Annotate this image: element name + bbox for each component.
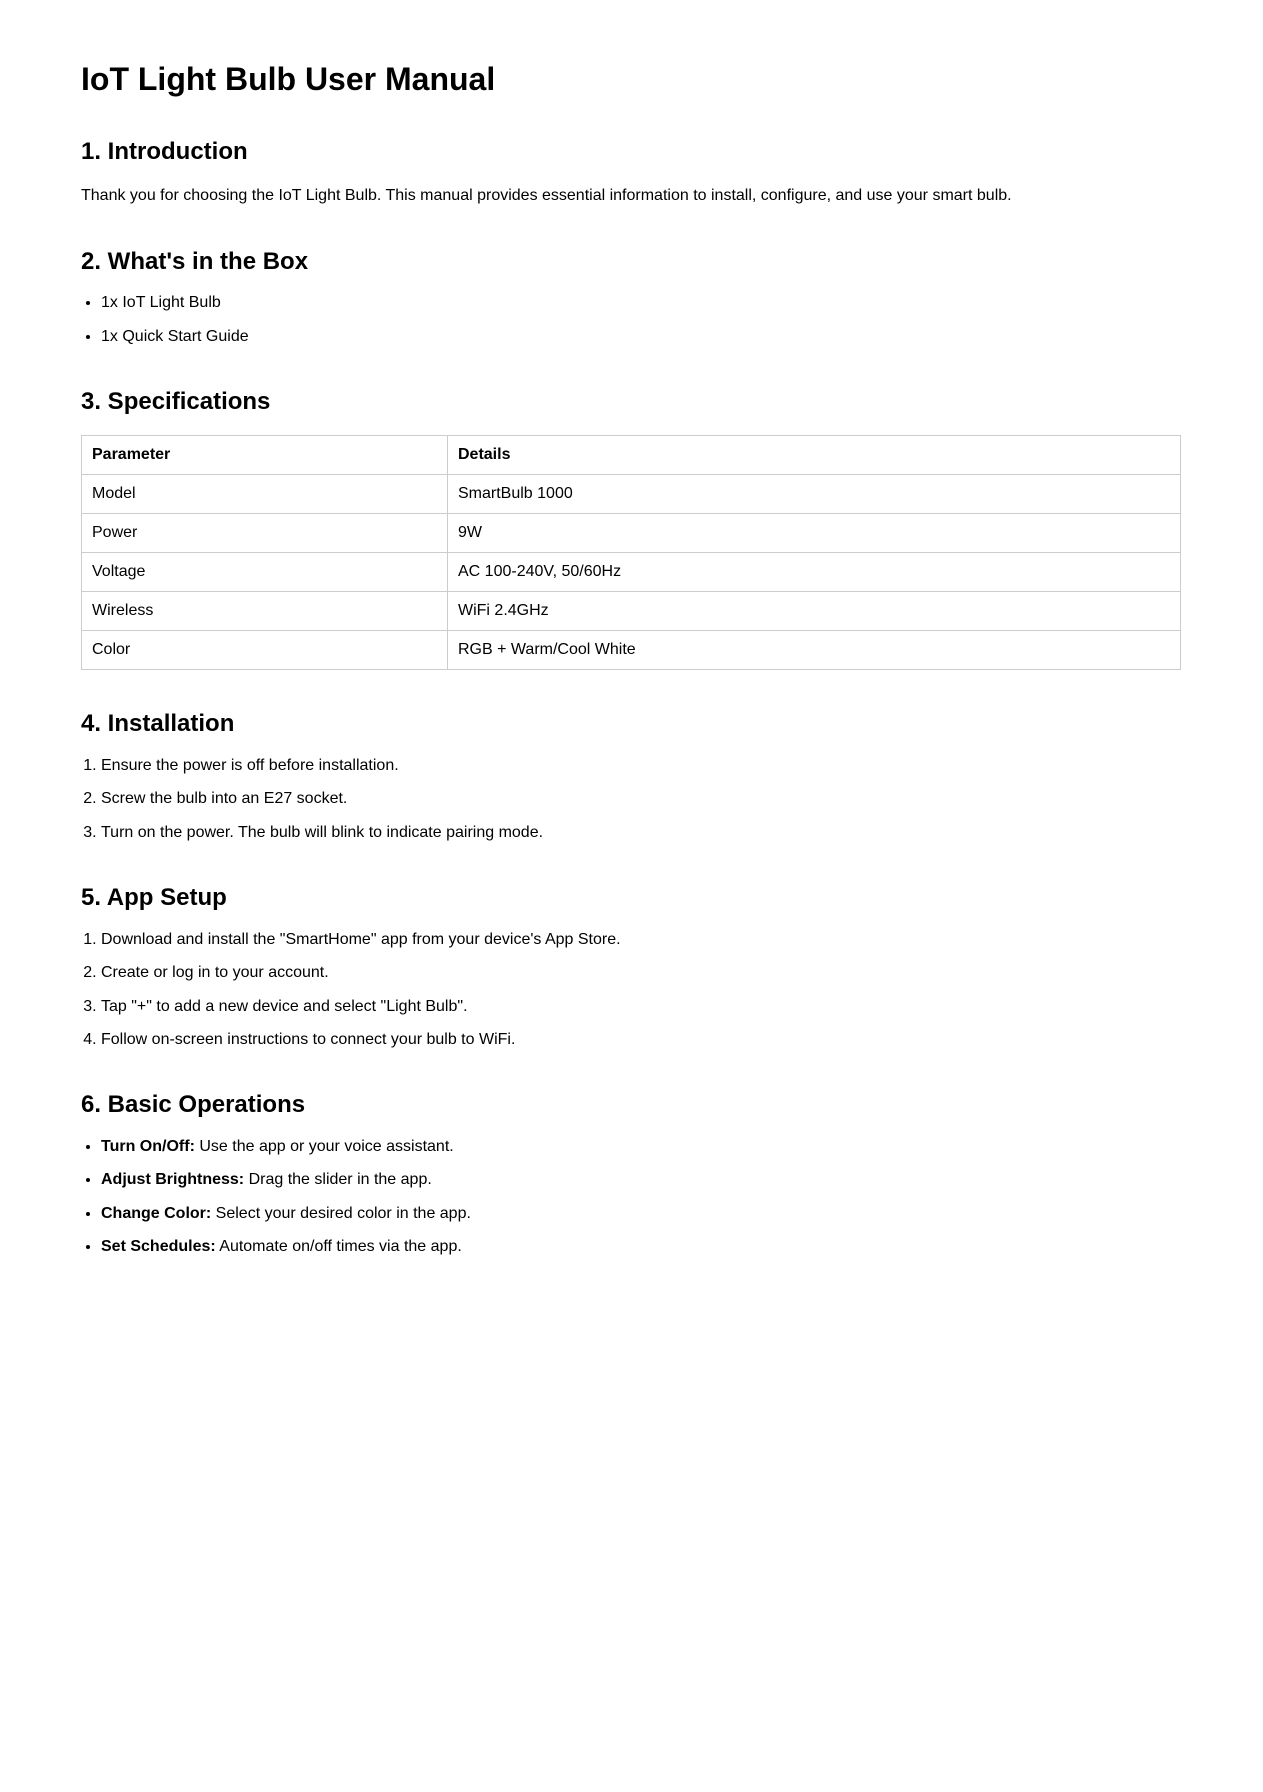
table-row [82,474,1181,513]
section-heading: 1. Introduction [81,138,248,166]
step-item: 2. Create or log in to your account. [101,962,1182,984]
table-row [82,630,1181,669]
column-header-parameter: Parameter [82,435,448,474]
specifications-table [81,435,1181,670]
details-cell: SmartBulb 1000 [448,474,1181,513]
column-header-details: Details [448,435,1181,474]
section-heading: 6. Basic Operations [81,1091,306,1119]
section-installation [81,710,1182,844]
step-item: 2. Screw the bulb into an E27 socket. [101,788,1182,810]
details-cell: WiFi 2.4GHz [448,591,1181,630]
list-item [101,1203,1182,1225]
section-whats-in-the-box [81,248,1182,349]
step-item: 3. Turn on the power. The bulb will blink to indicate pairing mode. [101,822,1182,844]
section-heading: 3. Specifications [81,388,271,416]
parameter-cell: Model [82,474,448,513]
operation-label: Turn On/Off: [101,1138,195,1156]
table-row [82,591,1181,630]
step-item: 4. Follow on-screen instructions to connect your bulb to WiFi. [101,1029,1182,1051]
step-item: 3. Tap "+" to add a new device and select "Light Bulb". [101,996,1182,1018]
section-specifications [81,388,1182,670]
list-item: • 1x Quick Start Guide [101,326,1182,348]
operation-label: Set Schedules: [101,1238,216,1256]
step-item: 1. Ensure the power is off before installation. [101,755,1182,777]
table-row [82,552,1181,591]
parameter-cell: Power [82,513,448,552]
operation-text: Select your desired color in the app. [211,1204,471,1222]
list-item [101,1236,1182,1258]
section-app-setup [81,884,1182,1051]
parameter-cell: Color [82,630,448,669]
section-heading: 4. Installation [81,709,235,737]
section-heading: 2. What's in the Box [81,247,309,275]
details-cell: RGB + Warm/Cool White [448,630,1181,669]
details-cell: 9W [448,513,1181,552]
operation-text: Drag the slider in the app. [244,1171,432,1189]
step-item: 1. Download and install the "SmartHome" app from your device's App Store. [101,929,1182,951]
box-contents-list [81,292,1182,348]
section-basic-operations [81,1091,1182,1258]
table-header-row [82,435,1181,474]
introduction-text: Thank you for choosing the IoT Light Bulb. This manual provides essential information to install, configure, and use your smart bulb. [81,187,1012,205]
installation-steps [81,755,1182,844]
section-heading: 5. App Setup [81,883,227,911]
operation-label: Change Color: [101,1204,212,1222]
operation-label: Adjust Brightness: [101,1171,245,1189]
operation-text: Automate on/off times via the app. [215,1238,462,1256]
details-cell: AC 100-240V, 50/60Hz [448,552,1181,591]
operation-text: Use the app or your voice assistant. [194,1138,454,1156]
parameter-cell: Wireless [82,591,448,630]
list-item [101,1169,1182,1191]
parameter-cell: Voltage [82,552,448,591]
app-setup-steps [81,929,1182,1052]
section-introduction [81,138,1182,207]
list-item [101,1136,1182,1158]
page-title: IoT Light Bulb User Manual [81,61,496,97]
operations-list [81,1136,1182,1259]
table-row [82,513,1181,552]
list-item: • 1x IoT Light Bulb [101,292,1182,314]
